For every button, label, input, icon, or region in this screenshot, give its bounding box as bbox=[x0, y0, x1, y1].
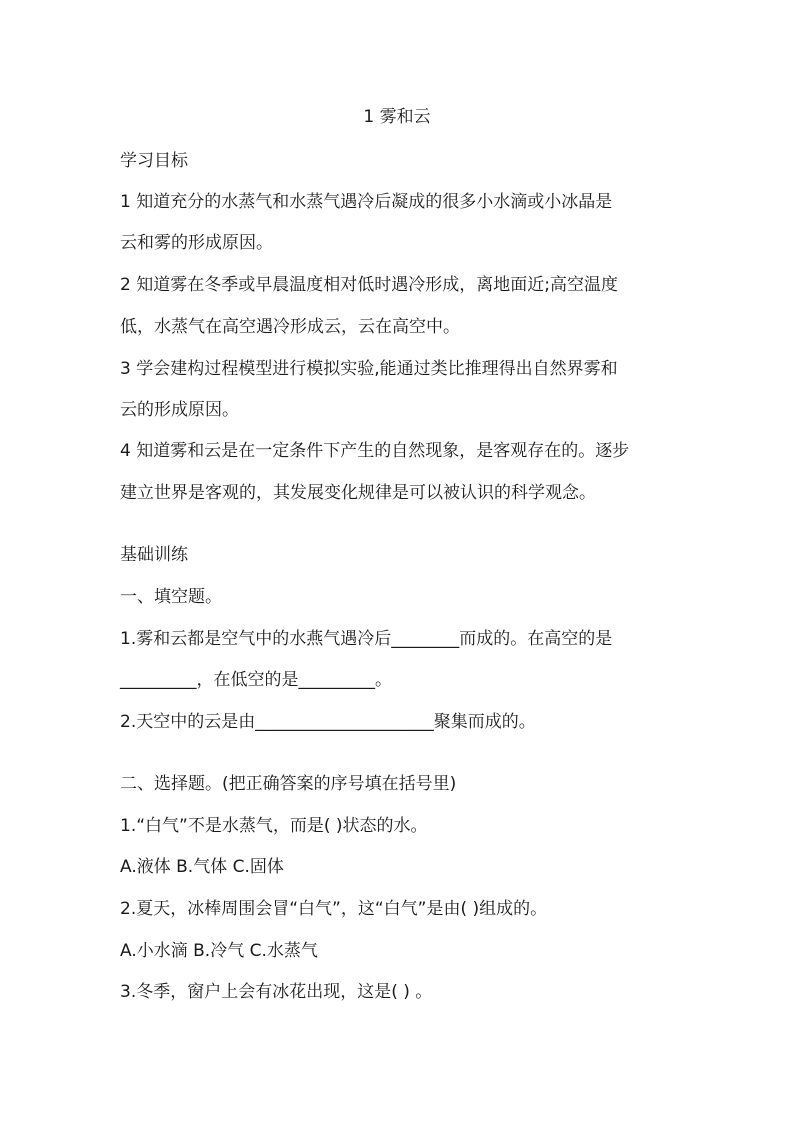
page-title: 1 雾和云 bbox=[363, 107, 431, 127]
fill-in-question: _________，在低空的是_________。 bbox=[120, 670, 392, 690]
fill-in-heading: 一、填空题。 bbox=[120, 587, 222, 607]
fill-in-question: 1.雾和云都是空气中的水燕气遇冷后________而成的。在高空的是 bbox=[120, 629, 613, 649]
choice-question: 3.冬季，窗户上会有冰花出现，这是( ) 。 bbox=[120, 982, 433, 1002]
objective-line: 建立世界是客观的，其发展变化规律是可以被认识的科学观念。 bbox=[120, 483, 596, 503]
objective-line: 4 知道雾和云是在一定条件下产生的自然现象，是客观存在的。逐步 bbox=[120, 441, 630, 461]
choice-options: A.小水滴 B.冷气 C.水蒸气 bbox=[120, 941, 318, 961]
objective-line: 低，水蒸气在高空遇冷形成云，云在高空中。 bbox=[120, 317, 460, 337]
objective-line: 云的形成原因。 bbox=[120, 400, 239, 420]
choice-question: 1.“白气”不是水蒸气，而是( )状态的水。 bbox=[120, 816, 428, 836]
choice-options: A.液体 B.气体 C.固体 bbox=[120, 857, 284, 877]
objective-line: 2 知道雾在冬季或早晨温度相对低时遇冷形成，离地面近;高空温度 bbox=[120, 275, 618, 295]
choice-heading: 二、选择题。(把正确答案的序号填在括号里) bbox=[120, 774, 457, 794]
fill-in-question: 2.天空中的云是由_____________________聚集而成的。 bbox=[120, 712, 536, 732]
choice-question: 2.夏天，冰棒周围会冒“白气”，这“白气”是由( )组成的。 bbox=[120, 899, 548, 919]
objectives-heading: 学习目标 bbox=[120, 151, 188, 171]
training-heading: 基础训练 bbox=[120, 545, 188, 565]
objective-line: 云和雾的形成原因。 bbox=[120, 233, 273, 253]
objective-line: 3 学会建构过程模型进行模拟实验,能通过类比推理得出自然界雾和 bbox=[120, 359, 618, 379]
objective-line: 1 知道充分的水蒸气和水蒸气遇冷后凝成的很多小水滴或小冰晶是 bbox=[120, 192, 613, 212]
